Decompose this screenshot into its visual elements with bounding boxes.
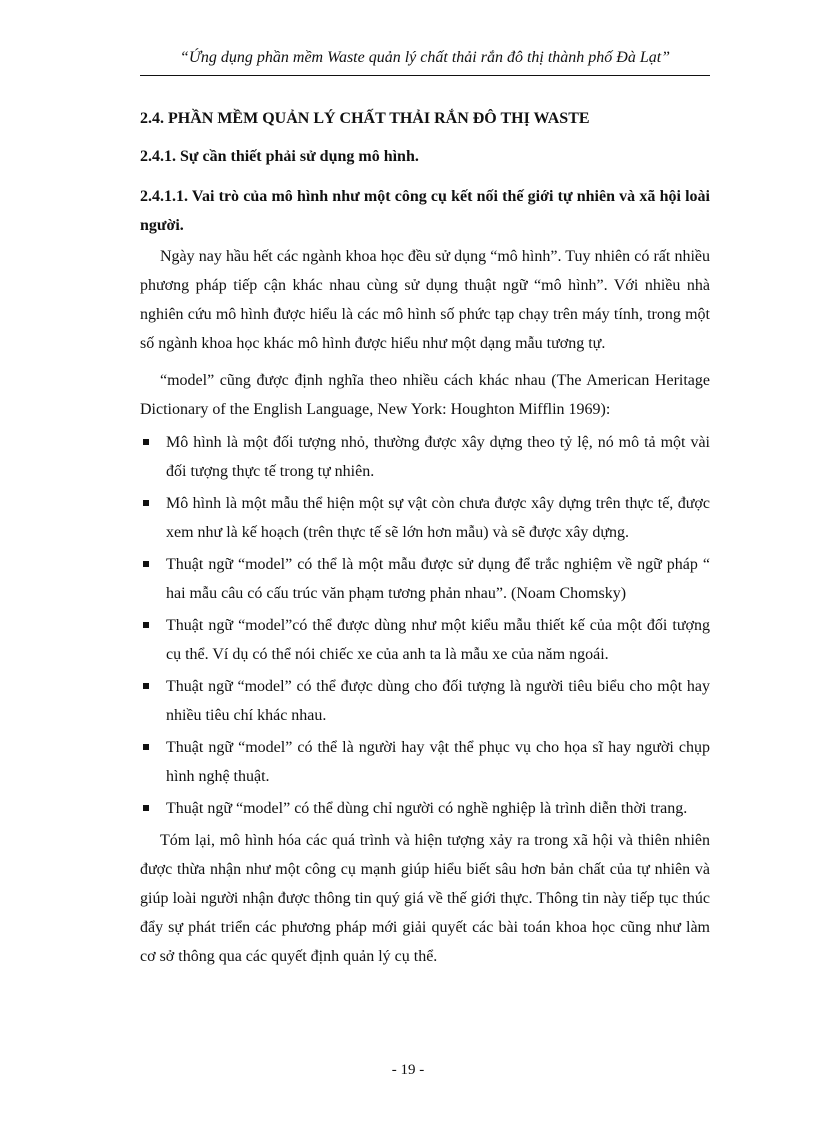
square-bullet-icon	[143, 805, 149, 811]
list-item-text: Mô hình là một đối tượng nhỏ, thường được xây dựng theo tỷ lệ, nó mô tả một vài đối tượng thực tế trong tự nhiên.	[166, 434, 710, 480]
list-item-text: Thuật ngữ “model” có thể dùng chỉ người có nghề nghiệp là trình diễn thời trang.	[166, 800, 688, 817]
list-item	[140, 550, 710, 608]
list-item	[140, 489, 710, 547]
list-item	[140, 794, 710, 823]
list-item-text: Thuật ngữ “model”có thể được dùng như một kiểu mẫu thiết kế của một đối tượng cụ thể. Ví dụ có thể nói chiếc xe của anh ta là mẫu xe của năm ngoái.	[166, 617, 710, 663]
square-bullet-icon	[143, 622, 149, 628]
list-item	[140, 733, 710, 791]
list-item-text: Thuật ngữ “model” có thể là người hay vật thể phục vụ cho họa sĩ hay người chụp hình nghệ thuật.	[166, 739, 710, 785]
square-bullet-icon	[143, 439, 149, 445]
page-number: - 19 -	[391, 1062, 425, 1078]
list-item-text: Mô hình là một mẫu thể hiện một sự vật còn chưa được xây dựng trên thực tế, được xem như là kế hoạch (trên thực tế sẽ lớn hơn mẫu) và sẽ được xây dựng.	[166, 495, 710, 541]
list-item	[140, 428, 710, 486]
list-item-text: Thuật ngữ “model” có thể là một mẫu được sử dụng để trắc nghiệm về ngữ pháp “ hai mẫu câu có cấu trúc văn phạm tương phản nhau”. (Noam Chomsky)	[166, 556, 710, 602]
list-item-text: Thuật ngữ “model” có thể được dùng cho đối tượng là người tiêu biểu cho một hay nhiều tiêu chí khác nhau.	[166, 678, 710, 724]
section-heading: 2.4. PHẦN MỀM QUẢN LÝ CHẤT THẢI RẮN ĐÔ THỊ WASTE	[140, 110, 590, 127]
intro-paragraph: Ngày nay hầu hết các ngành khoa học đều sử dụng “mô hình”. Tuy nhiên có rất nhiều phương pháp tiếp cận khác nhau cùng sử dụng thuật ngữ “mô hình”. Với nhiều nhà nghiên cứu mô hình được hiểu là các mô hình số phức tạp chạy trên máy tính, trong một số ngành khoa học khác mô hình được hiểu như một dạng mẫu tương tự.	[140, 248, 710, 352]
square-bullet-icon	[143, 683, 149, 689]
subsection-heading: 2.4.1. Sự cần thiết phải sử dụng mô hình.	[140, 148, 419, 165]
square-bullet-icon	[143, 561, 149, 567]
definition-list	[140, 428, 710, 823]
list-item	[140, 672, 710, 730]
running-header: “Ứng dụng phần mềm Waste quản lý chất thải rắn đô thị thành phố Đà Lạt”	[179, 49, 671, 66]
header-rule	[140, 75, 710, 76]
page-content	[140, 108, 710, 979]
square-bullet-icon	[143, 744, 149, 750]
subsubsection-heading: 2.4.1.1. Vai trò của mô hình như một công cụ kết nối thế giới tự nhiên và xã hội loài người.	[140, 188, 710, 234]
definition-intro-paragraph: “model” cũng được định nghĩa theo nhiều cách khác nhau (The American Heritage Dictionary of the English Language, New York: Houghton Mifflin 1969):	[140, 372, 710, 418]
list-item	[140, 611, 710, 669]
square-bullet-icon	[143, 500, 149, 506]
conclusion-paragraph: Tóm lại, mô hình hóa các quá trình và hiện tượng xảy ra trong xã hội và thiên nhiên được thừa nhận như một công cụ mạnh giúp hiểu biết sâu hơn bản chất của tự nhiên và giúp loài người nhận được thông tin quý giá về thế giới thực. Thông tin này tiếp tục thúc đẩy sự phát triển các phương pháp mới giải quyết các bài toán khoa học cũng như làm cơ sở thông qua các quyết định quản lý cụ thể.	[140, 832, 710, 965]
